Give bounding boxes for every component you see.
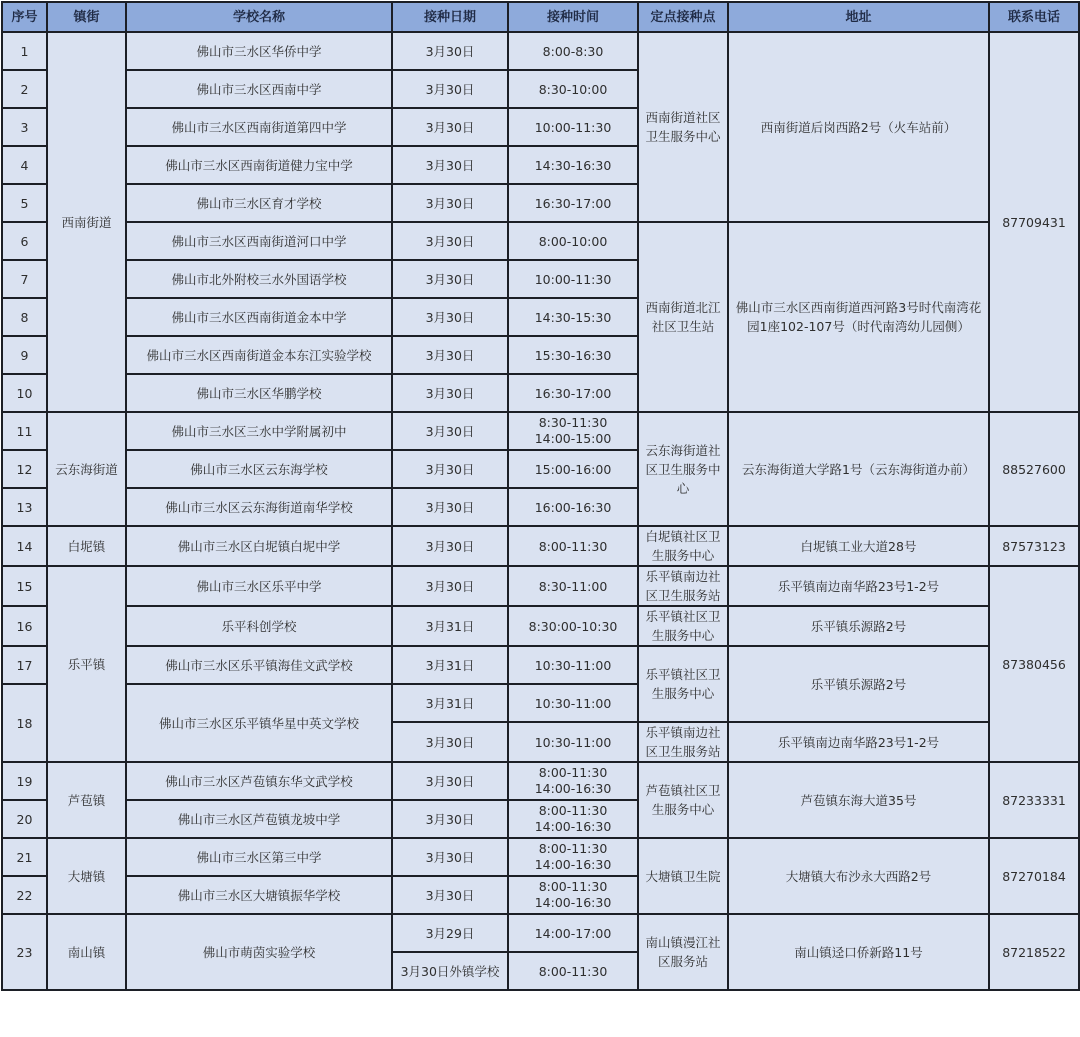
cell-school: 佛山市萌茵实验学校 <box>126 914 392 990</box>
time-slot-pm: 14:00-16:30 <box>534 819 612 834</box>
town-label: 西南街道 <box>61 214 112 230</box>
cell-time: 8:30:00-10:30 <box>508 606 638 646</box>
cell-school: 佛山市三水区白坭镇白坭中学 <box>126 526 392 566</box>
vaccination-schedule-table-container <box>1 1 1080 991</box>
cell-address: 乐平镇乐源路2号 <box>728 606 989 646</box>
cell-no: 7 <box>2 260 47 298</box>
time-slot-pm: 14:00-16:30 <box>534 857 612 872</box>
cell-address: 西南街道后岗西路2号（火车站前） <box>728 32 989 222</box>
header-date: 接种日期 <box>392 2 508 32</box>
cell-time: 10:00-11:30 <box>508 260 638 298</box>
cell-date: 3月30日 <box>392 260 508 298</box>
cell-time: 10:30-11:00 <box>508 684 638 722</box>
cell-town: 白坭镇 <box>47 526 126 566</box>
cell-town: 云东海街道 <box>47 412 126 526</box>
cell-no: 18 <box>2 684 47 762</box>
cell-no: 3 <box>2 108 47 146</box>
cell-no: 15 <box>2 566 47 606</box>
table-row <box>2 606 1079 646</box>
cell-time <box>508 838 638 876</box>
cell-school: 乐平科创学校 <box>126 606 392 646</box>
cell-date: 3月30日 <box>392 526 508 566</box>
cell-school: 佛山市三水区云东海学校 <box>126 450 392 488</box>
cell-site: 南山镇漫江社区服务站 <box>638 914 728 990</box>
cell-phone: 87709431 <box>989 32 1079 412</box>
cell-time: 15:30-16:30 <box>508 336 638 374</box>
cell-school: 佛山市三水区华鹏学校 <box>126 374 392 412</box>
cell-date: 3月30日 <box>392 412 508 450</box>
cell-date: 3月30日 <box>392 762 508 800</box>
cell-no: 21 <box>2 838 47 876</box>
cell-time: 10:30-11:00 <box>508 722 638 762</box>
cell-date: 3月31日 <box>392 646 508 684</box>
cell-time <box>508 762 638 800</box>
cell-time: 14:30-15:30 <box>508 298 638 336</box>
cell-no: 1 <box>2 32 47 70</box>
cell-school: 佛山市北外附校三水外国语学校 <box>126 260 392 298</box>
cell-phone: 87218522 <box>989 914 1079 990</box>
cell-time <box>508 800 638 838</box>
cell-school: 佛山市三水区西南街道健力宝中学 <box>126 146 392 184</box>
cell-school: 佛山市三水区西南街道河口中学 <box>126 222 392 260</box>
time-slot-am: 8:00-11:30 <box>538 765 608 780</box>
cell-date: 3月30日 <box>392 450 508 488</box>
cell-phone: 87573123 <box>989 526 1079 566</box>
cell-time: 8:00-11:30 <box>508 952 638 990</box>
cell-date: 3月30日 <box>392 800 508 838</box>
cell-no: 23 <box>2 914 47 990</box>
cell-no: 13 <box>2 488 47 526</box>
cell-site: 西南街道社区卫生服务中心 <box>638 32 728 222</box>
cell-date: 3月29日 <box>392 914 508 952</box>
header-address: 地址 <box>728 2 989 32</box>
time-slot-am: 8:00-11:30 <box>538 841 608 856</box>
table-row <box>2 222 1079 260</box>
cell-time: 14:30-16:30 <box>508 146 638 184</box>
table-row <box>2 838 1079 876</box>
cell-no: 17 <box>2 646 47 684</box>
header-phone: 联系电话 <box>989 2 1079 32</box>
time-slot-am: 8:00-11:30 <box>538 879 608 894</box>
cell-address: 佛山市三水区西南街道西河路3号时代南湾花园1座102-107号（时代南湾幼儿园侧） <box>728 222 989 412</box>
cell-time: 8:00-11:30 <box>508 526 638 566</box>
cell-town: 南山镇 <box>47 914 126 990</box>
cell-site: 芦苞镇社区卫生服务中心 <box>638 762 728 838</box>
cell-school: 佛山市三水区第三中学 <box>126 838 392 876</box>
cell-address: 云东海街道大学路1号（云东海街道办前） <box>728 412 989 526</box>
table-row <box>2 32 1079 70</box>
cell-address: 南山镇迳口侨新路11号 <box>728 914 989 990</box>
cell-time: 8:30-10:00 <box>508 70 638 108</box>
cell-no: 14 <box>2 526 47 566</box>
cell-school: 佛山市三水区西南街道金本东江实验学校 <box>126 336 392 374</box>
cell-address: 乐平镇南边南华路23号1-2号 <box>728 722 989 762</box>
cell-no: 10 <box>2 374 47 412</box>
cell-town: 乐平镇 <box>47 566 126 762</box>
cell-school: 佛山市三水区芦苞镇龙坡中学 <box>126 800 392 838</box>
cell-date: 3月30日 <box>392 298 508 336</box>
cell-date: 3月30日 <box>392 70 508 108</box>
cell-date: 3月30日外镇学校 <box>392 952 508 990</box>
cell-no: 5 <box>2 184 47 222</box>
table-row <box>2 762 1079 800</box>
cell-school: 佛山市三水区西南街道金本中学 <box>126 298 392 336</box>
cell-date: 3月30日 <box>392 488 508 526</box>
cell-no: 6 <box>2 222 47 260</box>
table-row <box>2 412 1079 450</box>
cell-site: 大塘镇卫生院 <box>638 838 728 914</box>
time-slot-pm: 14:00-15:00 <box>534 431 612 446</box>
cell-time: 10:30-11:00 <box>508 646 638 684</box>
cell-school: 佛山市三水区乐平镇海佳文武学校 <box>126 646 392 684</box>
cell-school: 佛山市三水区三水中学附属初中 <box>126 412 392 450</box>
cell-date: 3月30日 <box>392 222 508 260</box>
header-school: 学校名称 <box>126 2 392 32</box>
time-slot-am: 8:00-11:30 <box>538 803 608 818</box>
cell-date: 3月30日 <box>392 336 508 374</box>
cell-school: 佛山市三水区大塘镇振华学校 <box>126 876 392 914</box>
cell-no: 19 <box>2 762 47 800</box>
cell-school: 佛山市三水区乐平镇华星中英文学校 <box>126 684 392 762</box>
cell-address: 大塘镇大布沙永大西路2号 <box>728 838 989 914</box>
cell-town: 芦苞镇 <box>47 762 126 838</box>
cell-phone: 87233331 <box>989 762 1079 838</box>
cell-time: 16:30-17:00 <box>508 374 638 412</box>
cell-no: 12 <box>2 450 47 488</box>
cell-no: 9 <box>2 336 47 374</box>
header-no: 序号 <box>2 2 47 32</box>
table-row <box>2 914 1079 952</box>
header-row <box>2 2 1079 32</box>
cell-address: 乐平镇南边南华路23号1-2号 <box>728 566 989 606</box>
table-row <box>2 646 1079 684</box>
cell-date: 3月30日 <box>392 146 508 184</box>
cell-date: 3月30日 <box>392 108 508 146</box>
cell-no: 11 <box>2 412 47 450</box>
table-row <box>2 566 1079 606</box>
cell-phone: 87270184 <box>989 838 1079 914</box>
cell-date: 3月31日 <box>392 684 508 722</box>
header-town: 镇街 <box>47 2 126 32</box>
cell-site: 西南街道北江社区卫生站 <box>638 222 728 412</box>
cell-time <box>508 876 638 914</box>
cell-time: 8:00-8:30 <box>508 32 638 70</box>
cell-town: 大塘镇 <box>47 838 126 914</box>
cell-date: 3月30日 <box>392 876 508 914</box>
cell-time: 8:30-11:00 <box>508 566 638 606</box>
cell-site: 乐平镇南边社区卫生服务站 <box>638 722 728 762</box>
time-slot-pm: 14:00-16:30 <box>534 895 612 910</box>
cell-site: 乐平镇南边社区卫生服务站 <box>638 566 728 606</box>
cell-no: 8 <box>2 298 47 336</box>
cell-no: 2 <box>2 70 47 108</box>
cell-town <box>47 32 126 412</box>
cell-time: 10:00-11:30 <box>508 108 638 146</box>
cell-time: 8:00-10:00 <box>508 222 638 260</box>
cell-phone: 87380456 <box>989 566 1079 762</box>
cell-time <box>508 412 638 450</box>
cell-school: 佛山市三水区云东海街道南华学校 <box>126 488 392 526</box>
cell-date: 3月30日 <box>392 838 508 876</box>
cell-site: 乐平镇社区卫生服务中心 <box>638 646 728 722</box>
header-time: 接种时间 <box>508 2 638 32</box>
cell-site: 乐平镇社区卫生服务中心 <box>638 606 728 646</box>
cell-date: 3月30日 <box>392 566 508 606</box>
vaccination-schedule-table <box>1 1 1080 991</box>
cell-phone: 88527600 <box>989 412 1079 526</box>
table-row <box>2 526 1079 566</box>
cell-school: 佛山市三水区西南中学 <box>126 70 392 108</box>
cell-date: 3月31日 <box>392 606 508 646</box>
cell-date: 3月30日 <box>392 32 508 70</box>
cell-time: 16:30-17:00 <box>508 184 638 222</box>
cell-school: 佛山市三水区育才学校 <box>126 184 392 222</box>
cell-address: 芦苞镇东海大道35号 <box>728 762 989 838</box>
cell-site: 白坭镇社区卫生服务中心 <box>638 526 728 566</box>
cell-school: 佛山市三水区乐平中学 <box>126 566 392 606</box>
cell-date: 3月30日 <box>392 374 508 412</box>
time-slot-am: 8:30-11:30 <box>538 415 608 430</box>
cell-no: 20 <box>2 800 47 838</box>
cell-school: 佛山市三水区芦苞镇东华文武学校 <box>126 762 392 800</box>
cell-school: 佛山市三水区西南街道第四中学 <box>126 108 392 146</box>
cell-time: 16:00-16:30 <box>508 488 638 526</box>
cell-time: 14:00-17:00 <box>508 914 638 952</box>
cell-address: 白坭镇工业大道28号 <box>728 526 989 566</box>
cell-site: 云东海街道社区卫生服务中心 <box>638 412 728 526</box>
cell-no: 22 <box>2 876 47 914</box>
cell-date: 3月30日 <box>392 184 508 222</box>
cell-time: 15:00-16:00 <box>508 450 638 488</box>
cell-school: 佛山市三水区华侨中学 <box>126 32 392 70</box>
cell-address: 乐平镇乐源路2号 <box>728 646 989 722</box>
header-site: 定点接种点 <box>638 2 728 32</box>
cell-date: 3月30日 <box>392 722 508 762</box>
cell-no: 4 <box>2 146 47 184</box>
time-slot-pm: 14:00-16:30 <box>534 781 612 796</box>
cell-no: 16 <box>2 606 47 646</box>
